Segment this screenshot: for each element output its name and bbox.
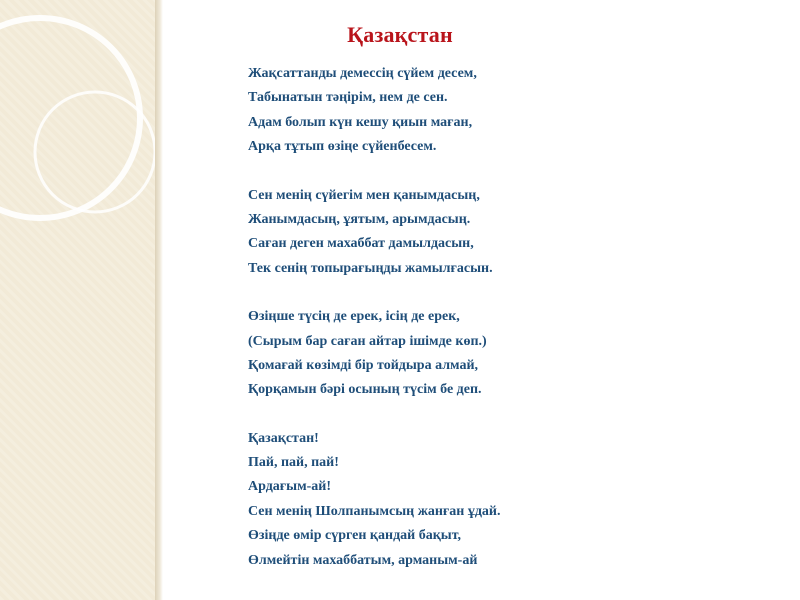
stanza-2 bbox=[248, 184, 500, 282]
poem-line: Саған деген махаббат дамылдасын, bbox=[248, 236, 474, 252]
stanza-1 bbox=[248, 62, 500, 160]
poem-line: Қорқамын бәрі осының түсім бе деп. bbox=[248, 382, 482, 398]
poem-line: Өлмейтін махаббатым, арманым-ай bbox=[248, 552, 478, 568]
large-ring bbox=[0, 18, 140, 218]
stanza-4 bbox=[248, 427, 500, 573]
poem-line: Тек сенің топырағыңды жамылғасын. bbox=[248, 260, 493, 276]
poem-text bbox=[248, 62, 500, 597]
poem-line: Сен менің сүйегім мен қанымдасың, bbox=[248, 187, 480, 203]
poem-line: Арқа тұтып өзіңе сүйенбесем. bbox=[248, 139, 437, 155]
poem-line: Сен менің Шолпанымсың жанған ұдай. bbox=[248, 503, 501, 519]
poem-line: Өзіңде өмір сүрген қандай бақыт, bbox=[248, 528, 462, 544]
stanza-3 bbox=[248, 305, 500, 403]
poem-line: Жақсаттанды демессің сүйем десем, bbox=[248, 66, 477, 81]
poem-line: Өзіңше түсің де ерек, ісің де ерек, bbox=[248, 309, 460, 325]
poem-line: Табынатын тәңірім, нем де сен. bbox=[248, 90, 448, 106]
poem-line: Ардағым-ай! bbox=[248, 479, 332, 495]
poem-line: Пай, пай, пай! bbox=[248, 455, 339, 471]
poem-line: Адам болып күн кешу қиын маған, bbox=[248, 114, 473, 130]
decorative-rings bbox=[0, 0, 155, 600]
poem-line: Қомағай көзімді бір тойдыра алмай, bbox=[248, 357, 479, 373]
side-panel-edge bbox=[155, 0, 163, 600]
slide-title: Қазақстан bbox=[347, 22, 453, 47]
poem-line: Жанымдасың, ұятым, арымдасың. bbox=[248, 211, 471, 227]
poem-line: (Сырым бар саған айтар ішімде көп.) bbox=[248, 333, 487, 349]
poem-line: Қазақстан! bbox=[248, 430, 319, 446]
decorative-side-panel bbox=[0, 0, 155, 600]
